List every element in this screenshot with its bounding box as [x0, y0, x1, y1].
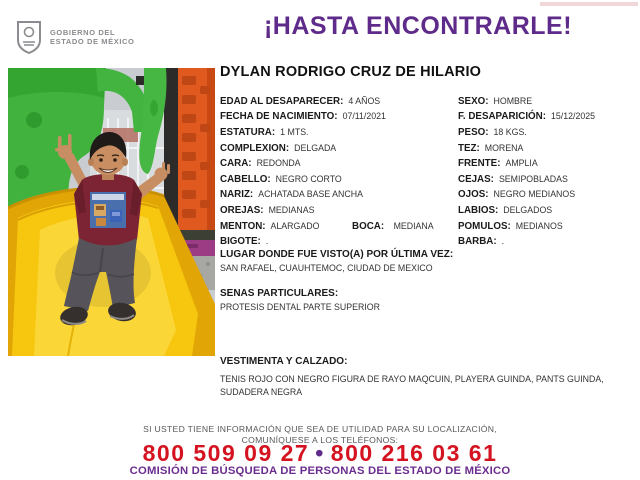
phone-number-2: 800 216 03 61	[330, 440, 498, 466]
field-label: FRENTE:	[458, 158, 501, 170]
field-value: 4 AÑOS	[348, 95, 381, 106]
field-label: BIGOTE:	[220, 236, 261, 248]
top-accent-strip	[540, 2, 638, 6]
field-label: PESO:	[458, 126, 489, 138]
field-value: HOMBRE	[493, 95, 533, 106]
field-value: ACHATADA BASE ANCHA	[258, 189, 363, 200]
detail-row	[220, 201, 632, 217]
search-commission-name: COMISIÓN DE BÚSQUEDA DE PERSONAS DEL ESTADO DE MÉXICO	[129, 465, 511, 477]
field-value: 18 KGS.	[493, 126, 527, 137]
field-value: ALARGADO	[270, 220, 320, 231]
particular-signs-section	[220, 288, 612, 314]
field-label: NARIZ:	[220, 189, 254, 201]
state-emblem-icon	[14, 20, 44, 54]
logo-text	[50, 28, 134, 46]
field-value: .	[501, 236, 505, 247]
field-label: CEJAS:	[458, 173, 494, 185]
detail-row	[220, 154, 632, 170]
detail-row	[220, 92, 632, 108]
detail-row	[220, 108, 632, 124]
detail-row	[220, 139, 632, 155]
field-value: SEMIPOBLADAS	[498, 173, 568, 184]
field-label: EDAD AL DESAPARECER:	[220, 95, 344, 107]
field-label: BOCA:	[352, 221, 385, 232]
clothing-value: TENIS ROJO CON NEGRO FIGURA DE RAYO MAQCUIN, PLAYERA GUINDA, PANTS GUINDA, SUDADERA NEGRA	[220, 374, 604, 397]
field-value: NEGRO CORTO	[275, 173, 342, 184]
field-label: CABELLO:	[220, 173, 271, 185]
field-label: OREJAS:	[220, 204, 264, 216]
field-label: OJOS:	[458, 189, 489, 201]
field-label: POMULOS:	[458, 220, 511, 232]
field-label: BARBA:	[458, 236, 497, 248]
phone-numbers	[0, 440, 640, 467]
signs-label: SENAS PARTICULARES:	[220, 288, 339, 299]
detail-row	[220, 170, 632, 186]
field-label: CARA:	[220, 158, 252, 170]
logo-line2: ESTADO DE MÉXICO	[50, 37, 135, 46]
field-label: LABIOS:	[458, 204, 499, 216]
field-value: MEDIANA	[393, 221, 434, 231]
campaign-headline: ¡HASTA ENCONTRARLE!	[263, 12, 573, 40]
contact-instructions-line2: COMUNÍQUESE A LOS TELÉFONOS:	[241, 434, 399, 445]
field-value: REDONDA	[256, 158, 301, 169]
field-value: MORENA	[484, 142, 524, 153]
missing-person-photo	[8, 68, 215, 356]
person-name: DYLAN RODRIGO CRUZ DE HILARIO	[220, 64, 482, 80]
field-value: 1 MTS.	[280, 126, 309, 137]
field-value: 15/12/2025	[551, 111, 596, 122]
field-value: 07/11/2021	[342, 111, 386, 122]
detail-row	[220, 232, 632, 248]
field-value: .	[265, 236, 269, 247]
field-value: MEDIANOS	[515, 220, 563, 231]
field-boca	[352, 216, 434, 234]
government-logo	[14, 20, 134, 54]
field-label: COMPLEXION:	[220, 142, 290, 154]
last-seen-section	[220, 249, 612, 275]
field-value: MEDIANAS	[268, 204, 315, 215]
phone-number-1: 800 509 09 27	[142, 440, 310, 466]
field-label: FECHA DE NACIMIENTO:	[220, 111, 338, 123]
signs-value: PROTESIS DENTAL PARTE SUPERIOR	[220, 302, 381, 312]
field-value: NEGRO MEDIANOS	[493, 189, 576, 200]
field-value: DELGADA	[294, 142, 337, 153]
field-label: ESTATURA:	[220, 126, 276, 138]
field-value: AMPLIA	[505, 158, 538, 169]
detail-row	[220, 123, 632, 139]
field-label: MENTON:	[220, 220, 266, 232]
clothing-label: VESTIMENTA Y CALZADO:	[220, 356, 348, 367]
field-label: F. DESAPARICIÓN:	[458, 111, 546, 123]
logo-line1: GOBIERNO DEL	[50, 28, 116, 37]
contact-instructions-line1: SI USTED TIENE INFORMACIÓN QUE SEA DE UTILIDAD PARA SU LOCALIZACIÓN,	[143, 424, 497, 434]
field-label: TEZ:	[458, 142, 480, 154]
field-label: SEXO:	[458, 95, 489, 107]
detail-row	[220, 186, 632, 202]
last-seen-value: SAN RAFAEL, CUAUHTEMOC, CIUDAD DE MEXICO	[220, 263, 433, 273]
phone-separator-dot: •	[315, 440, 325, 466]
clothing-section	[220, 356, 612, 398]
last-seen-label: LUGAR DONDE FUE VISTO(A) POR ÚLTIMA VEZ:	[220, 249, 454, 260]
field-value: DELGADOS	[503, 204, 553, 215]
